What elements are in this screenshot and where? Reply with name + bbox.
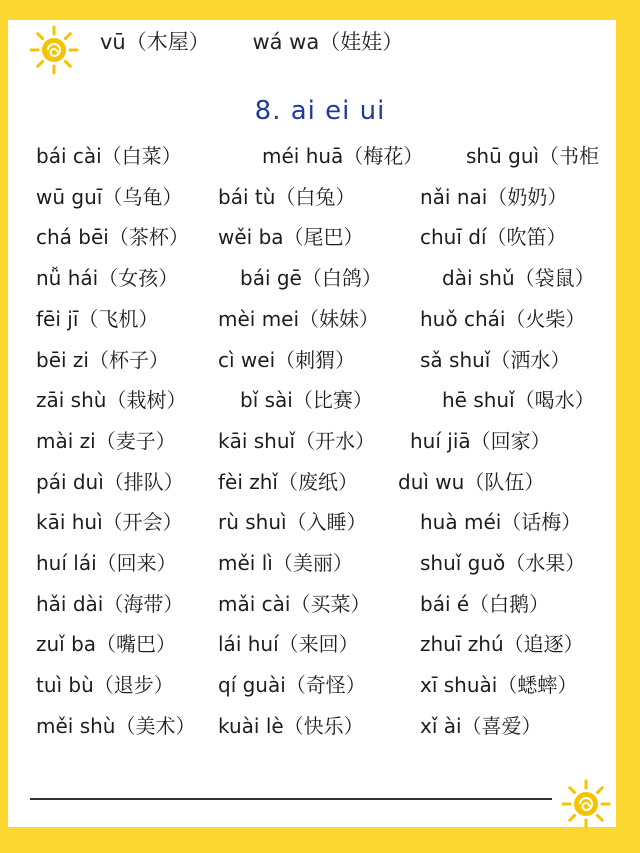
word-entry: tuì bù（退步） <box>36 673 174 698</box>
word-entry: měi lì（美丽） <box>218 551 353 575</box>
word-entry: rù shuì（入睡） <box>218 510 367 535</box>
divider <box>30 798 552 800</box>
word-row <box>0 624 640 664</box>
word-row <box>0 665 640 705</box>
word-entry: sǎ shuǐ（洒水） <box>420 347 571 372</box>
word-row <box>0 136 640 176</box>
word-entry: dài shǔ（袋鼠） <box>442 266 595 291</box>
word-row <box>0 380 640 420</box>
word-entry: shuǐ guǒ（水果） <box>420 551 586 575</box>
word-entry: cì wei（刺猬） <box>218 347 356 372</box>
word-entry: chá bēi（茶杯） <box>36 225 189 250</box>
word-entry: shū guì（书柜 <box>466 144 600 168</box>
word-entry: fēi jī（飞机） <box>36 306 159 331</box>
word-row <box>0 217 640 257</box>
word-row <box>0 177 640 217</box>
sun-icon <box>28 24 80 76</box>
word-entry: duì wu（队伍） <box>398 469 545 494</box>
word-entry: qí guài（奇怪） <box>218 673 366 698</box>
word-entry: chuī dí（吹笛） <box>420 225 567 250</box>
word-entry: wū guī（乌龟） <box>36 184 183 209</box>
sun-icon <box>560 778 612 830</box>
word-entry: bái tù（白兔） <box>218 184 356 209</box>
word-row <box>0 543 640 583</box>
word-entry: hǎi dài（海带） <box>36 591 184 616</box>
word-entry: méi huā（梅花） <box>262 144 424 168</box>
top-word-row <box>100 26 403 56</box>
word-entry: bēi zi（杯子） <box>36 347 169 372</box>
word-entry: nǎi nai（奶奶） <box>420 184 568 209</box>
word-entry: zhuī zhú（追逐） <box>420 632 584 657</box>
section-heading: 8. ai ei ui <box>254 96 386 126</box>
word-entry: fèi zhǐ（废纸） <box>218 469 358 494</box>
word-row <box>0 340 640 380</box>
word-entry: pái duì（排队） <box>36 469 184 494</box>
word-entry: bái cài（白菜） <box>36 144 182 168</box>
word-row <box>0 502 640 542</box>
word-entry: huí jiā（回家） <box>410 428 551 453</box>
word-entry: mài zi（麦子） <box>36 428 176 453</box>
word-entry: hē shuǐ（喝水） <box>442 388 595 413</box>
word-entry: huà méi（话梅） <box>420 510 582 535</box>
frame-bottom <box>0 827 640 853</box>
word-row <box>0 299 640 339</box>
word-entry: wá wa（娃娃） <box>252 30 404 54</box>
word-entry: bái é（白鹅） <box>420 591 550 616</box>
word-row <box>0 462 640 502</box>
word-entry: lái huí（来回） <box>218 632 359 657</box>
word-entry: měi shù（美术） <box>36 713 196 738</box>
word-entry: bǐ sài（比赛） <box>240 388 373 413</box>
word-row <box>0 258 640 298</box>
word-entry: xī shuài（蟋蟀） <box>420 673 578 698</box>
frame-top <box>0 0 640 20</box>
word-entry: xǐ ài（喜爱） <box>420 713 542 738</box>
word-entry: nǚ hái（女孩） <box>36 266 179 291</box>
word-entry: zuǐ ba（嘴巴） <box>36 632 177 657</box>
word-row <box>0 706 640 746</box>
word-entry: kuài lè（快乐） <box>218 713 364 738</box>
word-entry: huí lái（回来） <box>36 551 177 575</box>
word-entry: mèi mei（妹妹） <box>218 306 380 331</box>
word-entry: kāi shuǐ（开水） <box>218 428 376 453</box>
word-entry: huǒ chái（火柴） <box>420 306 586 331</box>
word-row <box>0 421 640 461</box>
word-entry: bái gē（白鸽） <box>240 266 382 291</box>
word-entry: zāi shù（栽树） <box>36 388 187 413</box>
word-row <box>0 584 640 624</box>
word-entry: kāi huì（开会） <box>36 510 183 535</box>
word-entry: wěi ba（尾巴） <box>218 225 364 250</box>
word-entry: vū（木屋） <box>100 30 210 54</box>
word-entry: mǎi cài（买菜） <box>218 591 371 616</box>
